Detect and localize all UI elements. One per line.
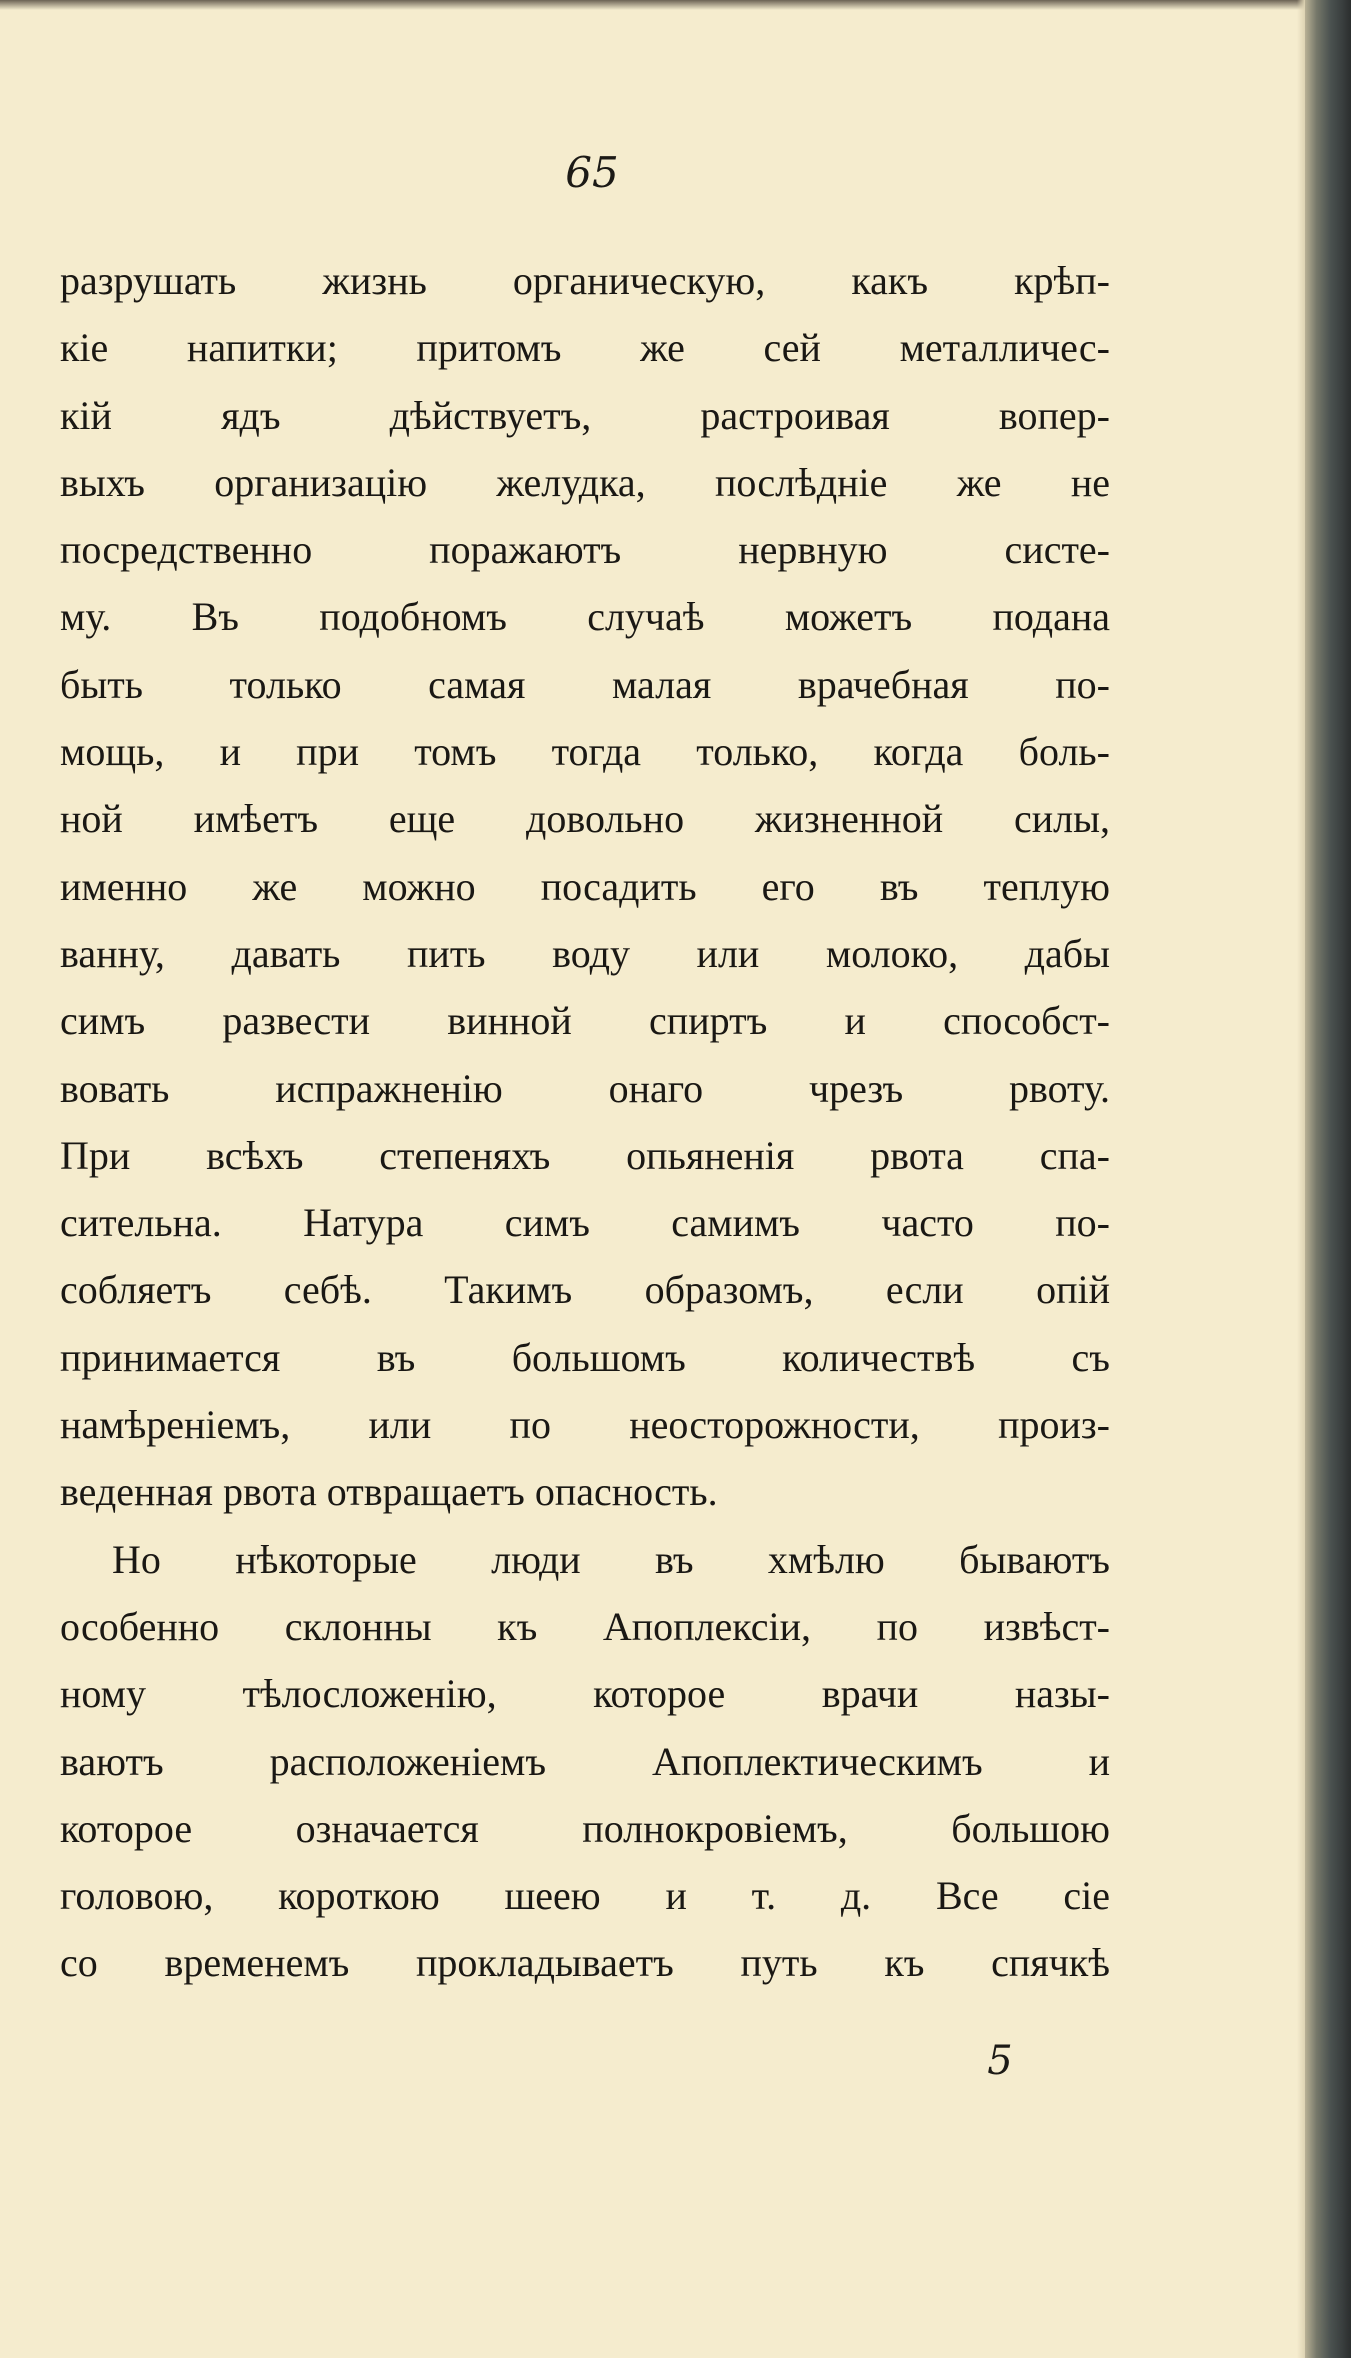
text-line: со временемъ прокладываетъ путь къ спячкѣ: [60, 1940, 1110, 1986]
top-edge-shadow: [0, 0, 1351, 10]
text-line: ваютъ расположеніемъ Апоплектическимъ и: [60, 1738, 1110, 1784]
text-line: кій ядъ дѣйствуетъ, растроивая вопер-: [60, 392, 1110, 438]
page-gutter: [1297, 0, 1305, 2358]
text-line: особенно склонны къ Апоплексіи, по извѣст-: [60, 1603, 1110, 1649]
text-line: кіе напитки; притомъ же сей металличес-: [60, 325, 1110, 371]
text-line: собляетъ себѣ. Такимъ образомъ, если опій: [60, 1267, 1110, 1313]
text-line: принимается въ большомъ количествѣ съ: [60, 1334, 1110, 1380]
text-line: му. Въ подобномъ случаѣ можетъ подана: [60, 594, 1110, 640]
text-line: выхъ организацію желудка, послѣдніе же не: [60, 459, 1110, 505]
page-number: 65: [565, 148, 619, 197]
text-line: ванну, давать пить воду или молоко, дабы: [60, 930, 1110, 976]
text-line: мощь, и при томъ тогда только, когда боль-: [60, 729, 1110, 775]
body-text: [60, 247, 1110, 1997]
text-line: вовать испражненію онаго чрезъ рвоту.: [60, 1065, 1110, 1111]
text-line: намѣреніемъ, или по неосторожности, произ-: [60, 1402, 1110, 1448]
text-line: быть только самая малая врачебная по-: [60, 661, 1110, 707]
text-line: посредственно поражаютъ нервную систе-: [60, 527, 1110, 573]
book-spine: [1305, 0, 1351, 2358]
text-line: сительна. Натура симъ самимъ часто по-: [60, 1200, 1110, 1246]
paragraph-start-line: Но нѣкоторые люди въ хмѣлю бываютъ: [112, 1536, 1110, 1582]
text-line: именно же можно посадить его въ теплую: [60, 863, 1110, 909]
text-line: веденная рвота отвращаетъ опасность.: [60, 1469, 718, 1515]
text-line: разрушать жизнь органическую, какъ крѣп-: [60, 258, 1110, 303]
text-line: ной имѣетъ еще довольно жизненной силы,: [60, 796, 1110, 842]
text-line: симъ развести винной спиртъ и способст-: [60, 998, 1110, 1044]
text-line: которое означается полнокровіемъ, большою: [60, 1805, 1110, 1851]
signature-mark: 5: [987, 2038, 1013, 2084]
text-line: головою, короткою шеею и т. д. Все сіе: [60, 1873, 1110, 1919]
text-line: ному тѣлосложенію, которое врачи назы-: [60, 1671, 1110, 1717]
text-line: При всѣхъ степеняхъ опьяненія рвота спа-: [60, 1132, 1110, 1178]
